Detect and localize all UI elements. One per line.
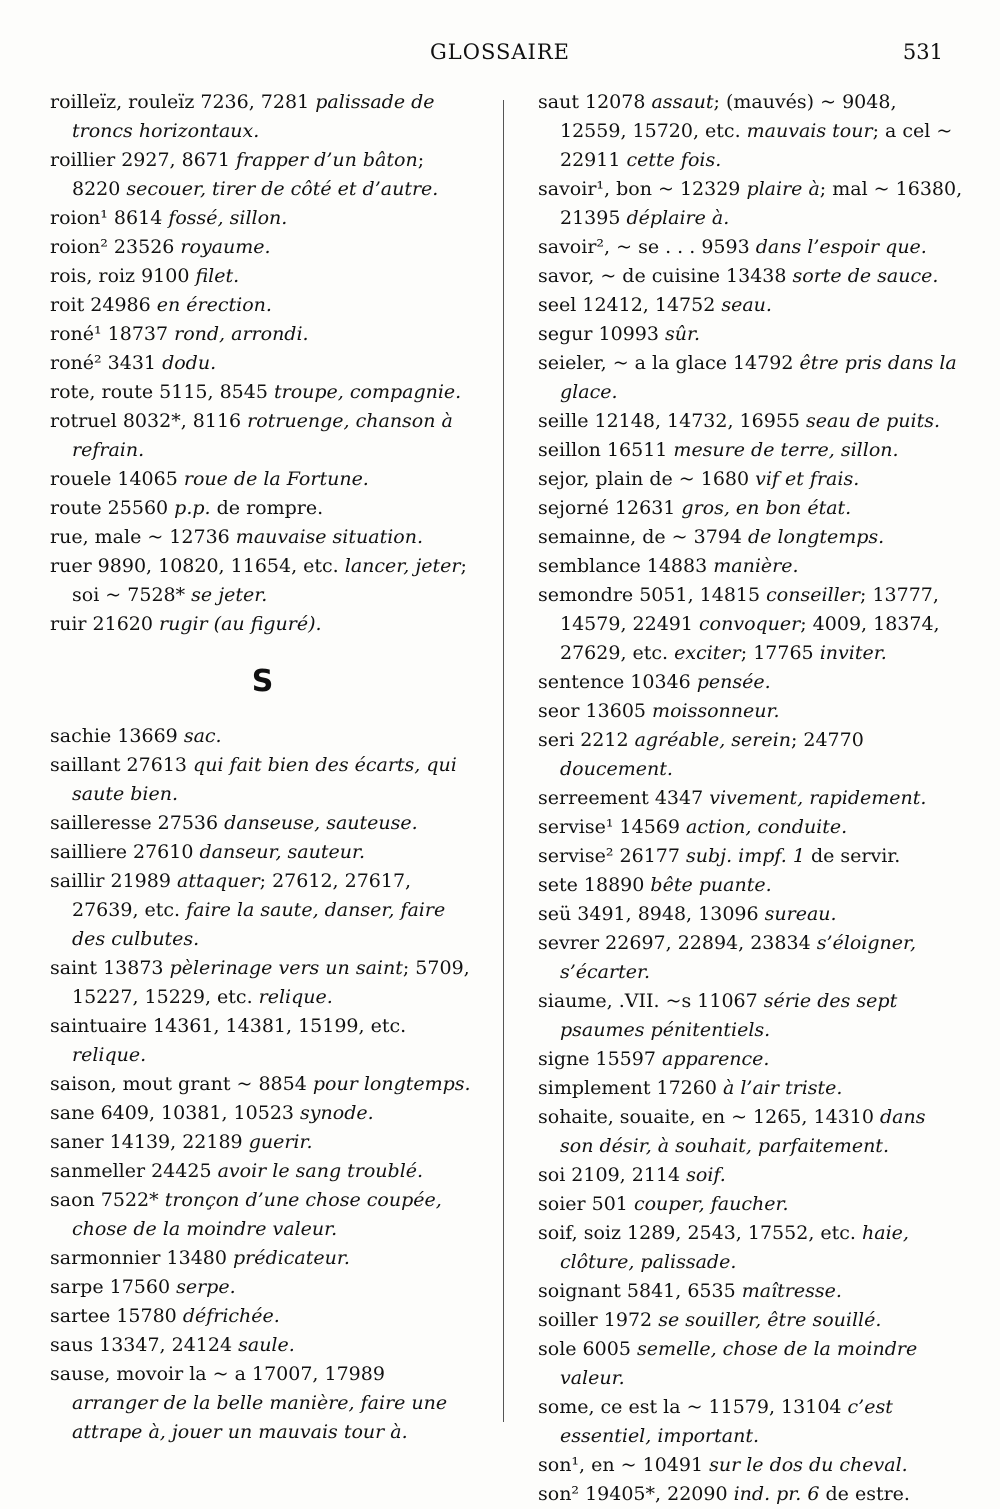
glossary-entry (50, 751, 475, 809)
entry-text: seieler, ~ a la glace 14792 (538, 352, 800, 374)
entry-text: ; 17765 (740, 642, 820, 664)
entry-text: de estre. (819, 1483, 910, 1505)
entry-definition: mauvais tour (746, 120, 873, 142)
entry-definition: couper, faucher. (633, 1193, 789, 1215)
entry-text: roné² 3431 (50, 352, 163, 374)
entry-definition: faire la saute, danser, faire des culbutes. (72, 899, 446, 950)
entry-definition: maîtresse. (741, 1280, 842, 1302)
entry-definition: tronçon d’une chose coupée, chose de la moindre valeur. (72, 1189, 442, 1240)
entry-definition: danseur, sauteur. (199, 841, 365, 863)
entry-text: ruir 21620 (50, 613, 159, 635)
entry-text: semainne, de ~ 3794 (538, 526, 749, 548)
glossary-entry (538, 175, 963, 233)
glossary-entry (538, 552, 963, 581)
glossary-entry (50, 1157, 475, 1186)
entry-definition: agréable, serein (634, 729, 791, 751)
entry-definition: soif. (686, 1164, 726, 1186)
section-letter: S (251, 664, 274, 699)
entry-definition: rotruenge, chanson à refrain. (72, 410, 453, 461)
entry-text: sarmonnier 13480 (50, 1247, 234, 1269)
entry-text: saintuaire 14361, 14381, 15199, etc. (50, 1015, 407, 1037)
entry-definition: pèlerinage vers un saint (169, 957, 403, 979)
entry-definition: rond, arrondi. (174, 323, 309, 345)
entry-definition: dans l’espoir que. (755, 236, 927, 258)
entry-definition: série des sept psaumes pénitentiels. (560, 990, 898, 1041)
entry-text: roilleïz, rouleïz 7236, 7281 (50, 91, 316, 113)
entry-text: some, ce est la ~ 11579, 13104 (538, 1396, 848, 1418)
left-column (50, 88, 475, 1447)
entry-text: saus 13347, 24124 (50, 1334, 239, 1356)
entry-definition: synode. (300, 1102, 374, 1124)
entry-text: rouele 14065 (50, 468, 184, 490)
glossary-entry (538, 813, 963, 842)
glossary-entry (538, 407, 963, 436)
entry-definition: rugir (au figuré). (159, 613, 322, 635)
entry-definition: prédicateur. (233, 1247, 350, 1269)
entry-definition: exciter (674, 642, 741, 664)
entry-definition: se jeter. (191, 584, 268, 606)
entry-text: soi 2109, 2114 (538, 1164, 687, 1186)
entry-definition: mauvaise situation. (235, 526, 424, 548)
entry-definition: se souiller, être souillé. (658, 1309, 882, 1331)
entry-text: saillir 21989 (50, 870, 177, 892)
entry-definition: pensée. (696, 671, 771, 693)
glossary-entry (50, 722, 475, 751)
entry-definition: palissade de troncs horizontaux. (72, 91, 435, 142)
glossary-entry (50, 349, 475, 378)
entry-definition: guerir. (248, 1131, 313, 1153)
glossary-entry (538, 1219, 963, 1277)
entry-text: seri 2212 (538, 729, 635, 751)
column-divider (503, 100, 504, 1422)
entry-definition: manière. (713, 555, 799, 577)
entry-definition: subj. impf. 1 (686, 845, 805, 867)
glossary-entry (538, 784, 963, 813)
entry-definition: conseiller (766, 584, 861, 606)
entry-text: saner 14139, 22189 (50, 1131, 249, 1153)
entry-text: soignant 5841, 6535 (538, 1280, 742, 1302)
glossary-entry (50, 1302, 475, 1331)
glossary-entry (538, 523, 963, 552)
entry-definition: bête puante. (650, 874, 772, 896)
glossary-entry (50, 1186, 475, 1244)
entry-text: ; 27612, 27617, 27639, etc. (72, 870, 412, 921)
entry-definition: cette fois. (626, 149, 722, 171)
entry-text: rotruel 8032*, 8116 (50, 410, 248, 432)
entry-definition: déplaire à. (626, 207, 730, 229)
glossary-entry (538, 494, 963, 523)
entry-text: route 25560 (50, 497, 175, 519)
entry-text: seü 3491, 8948, 13096 (538, 903, 765, 925)
glossary-entry (538, 1103, 963, 1161)
entry-text: sentence 10346 (538, 671, 697, 693)
entry-text: sejor, plain de ~ 1680 (538, 468, 756, 490)
glossary-entry (50, 1273, 475, 1302)
entry-definition: serpe. (176, 1276, 236, 1298)
entry-definition: qui fait bien des écarts, qui saute bien. (72, 754, 457, 805)
entry-definition: à l’air triste. (722, 1077, 843, 1099)
entry-definition: seau de puits. (806, 410, 940, 432)
entry-text: rois, roiz 9100 (50, 265, 196, 287)
glossary-entry (538, 697, 963, 726)
entry-text: seille 12148, 14732, 16955 (538, 410, 807, 432)
entry-definition: être pris dans la glace. (560, 352, 957, 403)
glossary-entry (538, 871, 963, 900)
entry-text: de servir. (804, 845, 901, 867)
entry-definition: lancer, jeter (344, 555, 461, 577)
entry-text: roillier 2927, 8671 (50, 149, 237, 171)
entry-text: sohaite, souaite, en ~ 1265, 14310 (538, 1106, 880, 1128)
entry-text: servise² 26177 (538, 845, 687, 867)
glossary-entry (50, 320, 475, 349)
glossary-entry (50, 1070, 475, 1099)
glossary-entry (50, 954, 475, 1012)
entry-text: saint 13873 (50, 957, 170, 979)
entry-text: ; a cel ~ 22911 (560, 120, 953, 171)
glossary-entry (50, 1099, 475, 1128)
entry-text: savoir², ~ se . . . 9593 (538, 236, 756, 258)
entry-text: savor, ~ de cuisine 13438 (538, 265, 793, 287)
glossary-entry (50, 378, 475, 407)
entry-definition: fossé, sillon. (168, 207, 288, 229)
glossary-entry (50, 146, 475, 204)
entry-definition: mesure de terre, sillon. (673, 439, 899, 461)
entry-text: saison, mout grant ~ 8854 (50, 1073, 313, 1095)
entry-text: soiller 1972 (538, 1309, 659, 1331)
entry-definition: convoquer (699, 613, 801, 635)
entry-definition: apparence. (662, 1048, 770, 1070)
glossary-entry (538, 1045, 963, 1074)
entry-definition: secouer, tirer de côté et d’autre. (126, 178, 439, 200)
entry-definition: sûr. (665, 323, 701, 345)
entry-definition: s’éloigner, s’écarter. (560, 932, 917, 983)
entry-text: segur 10993 (538, 323, 665, 345)
entry-definition: roue de la Fortune. (183, 468, 369, 490)
entry-definition: assaut (651, 91, 714, 113)
glossary-entry (538, 349, 963, 407)
entry-definition: moissonneur. (652, 700, 780, 722)
glossary-entry (50, 204, 475, 233)
entry-text: sejorné 12631 (538, 497, 682, 519)
entry-text: roit 24986 (50, 294, 157, 316)
glossary-entry (538, 1190, 963, 1219)
glossary-entry (538, 1161, 963, 1190)
glossary-entry (538, 726, 963, 784)
entry-definition: plaire à (746, 178, 820, 200)
entry-text: soier 501 (538, 1193, 634, 1215)
entry-definition: relique. (258, 986, 333, 1008)
entry-text: sete 18890 (538, 874, 651, 896)
glossary-entry (50, 552, 475, 610)
entry-text: serreement 4347 (538, 787, 710, 809)
entry-definition: ind. pr. 6 (733, 1483, 820, 1505)
glossary-entry (538, 262, 963, 291)
glossary-entry (538, 465, 963, 494)
entry-text: ; soi ~ 7528* (72, 555, 467, 606)
glossary-entry (50, 1128, 475, 1157)
entry-text: ; 5709, 15227, 15229, etc. (72, 957, 470, 1008)
entry-text: son¹, en ~ 10491 (538, 1454, 710, 1476)
entry-definition: seau. (721, 294, 772, 316)
entry-text: ; 4009, 18374, 27629, etc. (560, 613, 940, 664)
glossary-entry (50, 1012, 475, 1070)
page-header (0, 40, 1000, 72)
entry-text: semblance 14883 (538, 555, 714, 577)
glossary-entry (50, 407, 475, 465)
glossary-entry (50, 1244, 475, 1273)
glossary-entry (538, 842, 963, 871)
glossary-entry (50, 88, 475, 146)
entry-text: ; 24770 (790, 729, 864, 751)
entry-text: sarpe 17560 (50, 1276, 177, 1298)
entry-definition: inviter. (819, 642, 887, 664)
page-number: 531 (902, 40, 943, 64)
glossary-entry (538, 929, 963, 987)
entry-text: sailleresse 27536 (50, 812, 225, 834)
entry-text: seillon 16511 (538, 439, 674, 461)
entry-list-r (50, 88, 475, 639)
entry-definition: de longtemps. (748, 526, 885, 548)
entry-definition: haie, clôture, palissade. (560, 1222, 909, 1273)
entry-text: soif, soiz 1289, 2543, 17552, etc. (538, 1222, 863, 1244)
glossary-entry (538, 1451, 963, 1480)
glossary-entry (538, 1277, 963, 1306)
entry-definition: saule. (238, 1334, 295, 1356)
entry-text: de rompre. (210, 497, 324, 519)
entry-text: seel 12412, 14752 (538, 294, 722, 316)
entry-text: roion² 23526 (50, 236, 181, 258)
glossary-entry (50, 867, 475, 954)
entry-text: rote, route 5115, 8545 (50, 381, 274, 403)
entry-definition: action, conduite. (686, 816, 848, 838)
glossary-entry (50, 262, 475, 291)
entry-text: servise¹ 14569 (538, 816, 687, 838)
entry-text: ; mal ~ 16380, 21395 (560, 178, 963, 229)
entry-text: siaume, .VII. ~s 11067 (538, 990, 764, 1012)
running-title: GLOSSAIRE (430, 40, 570, 64)
entry-definition: gros, en bon état. (681, 497, 852, 519)
glossary-entry (50, 809, 475, 838)
glossary-entry (538, 900, 963, 929)
entry-definition: sureau. (764, 903, 837, 925)
entry-text: ruer 9890, 10820, 11654, etc. (50, 555, 345, 577)
entry-definition: troupe, compagnie. (273, 381, 462, 403)
entry-text: savoir¹, bon ~ 12329 (538, 178, 747, 200)
glossary-entry (50, 494, 475, 523)
entry-definition: pour longtemps. (312, 1073, 471, 1095)
glossary-entry (50, 1360, 475, 1447)
glossary-entry (538, 1393, 963, 1451)
glossary-entry (538, 668, 963, 697)
entry-definition: arranger de la belle manière, faire une attrape à, jouer un mauvais tour à. (72, 1392, 448, 1443)
entry-definition: p.p. (174, 497, 211, 519)
entry-definition: défrichée. (182, 1305, 280, 1327)
entry-definition: sac. (183, 725, 222, 747)
entry-text: sachie 13669 (50, 725, 184, 747)
glossary-entry (50, 291, 475, 320)
entry-definition: royaume. (180, 236, 271, 258)
entry-text: semondre 5051, 14815 (538, 584, 767, 606)
glossary-entry (538, 1074, 963, 1103)
glossary-entry (538, 88, 963, 175)
glossary-entry (538, 1306, 963, 1335)
entry-text: sevrer 22697, 22894, 23834 (538, 932, 817, 954)
entry-definition: doucement. (560, 758, 673, 780)
glossary-entry (538, 291, 963, 320)
entry-definition: avoir le sang troublé. (217, 1160, 424, 1182)
entry-text: sause, movoir la ~ a 17007, 17989 (50, 1363, 385, 1385)
entry-text: saut 12078 (538, 91, 652, 113)
entry-definition: sur le dos du cheval. (709, 1454, 908, 1476)
entry-text: simplement 17260 (538, 1077, 723, 1099)
entry-definition: en érection. (156, 294, 272, 316)
glossary-entry (538, 987, 963, 1045)
entry-text: ; (mauvés) ~ 9048, 12559, 15720, etc. (560, 91, 897, 142)
entry-list-s-continued (538, 88, 963, 1509)
entry-text: sartee 15780 (50, 1305, 183, 1327)
entry-definition: dans son désir, à souhait, parfaitement. (560, 1106, 926, 1157)
entry-definition: vivement, rapidement. (709, 787, 927, 809)
entry-definition: vif et frais. (755, 468, 860, 490)
entry-definition: attaquer (177, 870, 260, 892)
glossary-entry (50, 1331, 475, 1360)
entry-text: saon 7522* (50, 1189, 165, 1211)
entry-definition: sorte de sauce. (792, 265, 939, 287)
glossary-entry (538, 1480, 963, 1509)
entry-text: son² 19405*, 22090 (538, 1483, 734, 1505)
entry-definition: dodu. (162, 352, 217, 374)
entry-definition: frapper d’un bâton (236, 149, 418, 171)
glossary-entry (538, 581, 963, 668)
entry-definition: danseuse, sauteuse. (224, 812, 418, 834)
entry-text: roion¹ 8614 (50, 207, 169, 229)
entry-text: rue, male ~ 12736 (50, 526, 236, 548)
entry-definition: relique. (72, 1044, 147, 1066)
glossary-entry (538, 1335, 963, 1393)
glossary-entry (50, 233, 475, 262)
entry-text: sailliere 27610 (50, 841, 200, 863)
entry-text: sanmeller 24425 (50, 1160, 218, 1182)
entry-text: sane 6409, 10381, 10523 (50, 1102, 301, 1124)
glossary-entry (50, 610, 475, 639)
glossary-entry (50, 523, 475, 552)
entry-definition: c’est essentiel, important. (560, 1396, 893, 1447)
glossary-entry (538, 320, 963, 349)
entry-definition: semelle, chose de la moindre valeur. (560, 1338, 918, 1389)
entry-text: ; 13777, 14579, 22491 (560, 584, 939, 635)
glossary-entry (538, 436, 963, 465)
entry-text: seor 13605 (538, 700, 653, 722)
entry-text: ; 8220 (72, 149, 425, 200)
entry-definition: filet. (195, 265, 240, 287)
entry-list-s (50, 722, 475, 1447)
entry-text: roné¹ 18737 (50, 323, 175, 345)
entry-text: signe 15597 (538, 1048, 662, 1070)
glossary-entry (50, 465, 475, 494)
glossary-entry (50, 838, 475, 867)
right-column (538, 88, 963, 1509)
entry-text: saillant 27613 (50, 754, 194, 776)
glossary-entry (538, 233, 963, 262)
entry-text: sole 6005 (538, 1338, 637, 1360)
